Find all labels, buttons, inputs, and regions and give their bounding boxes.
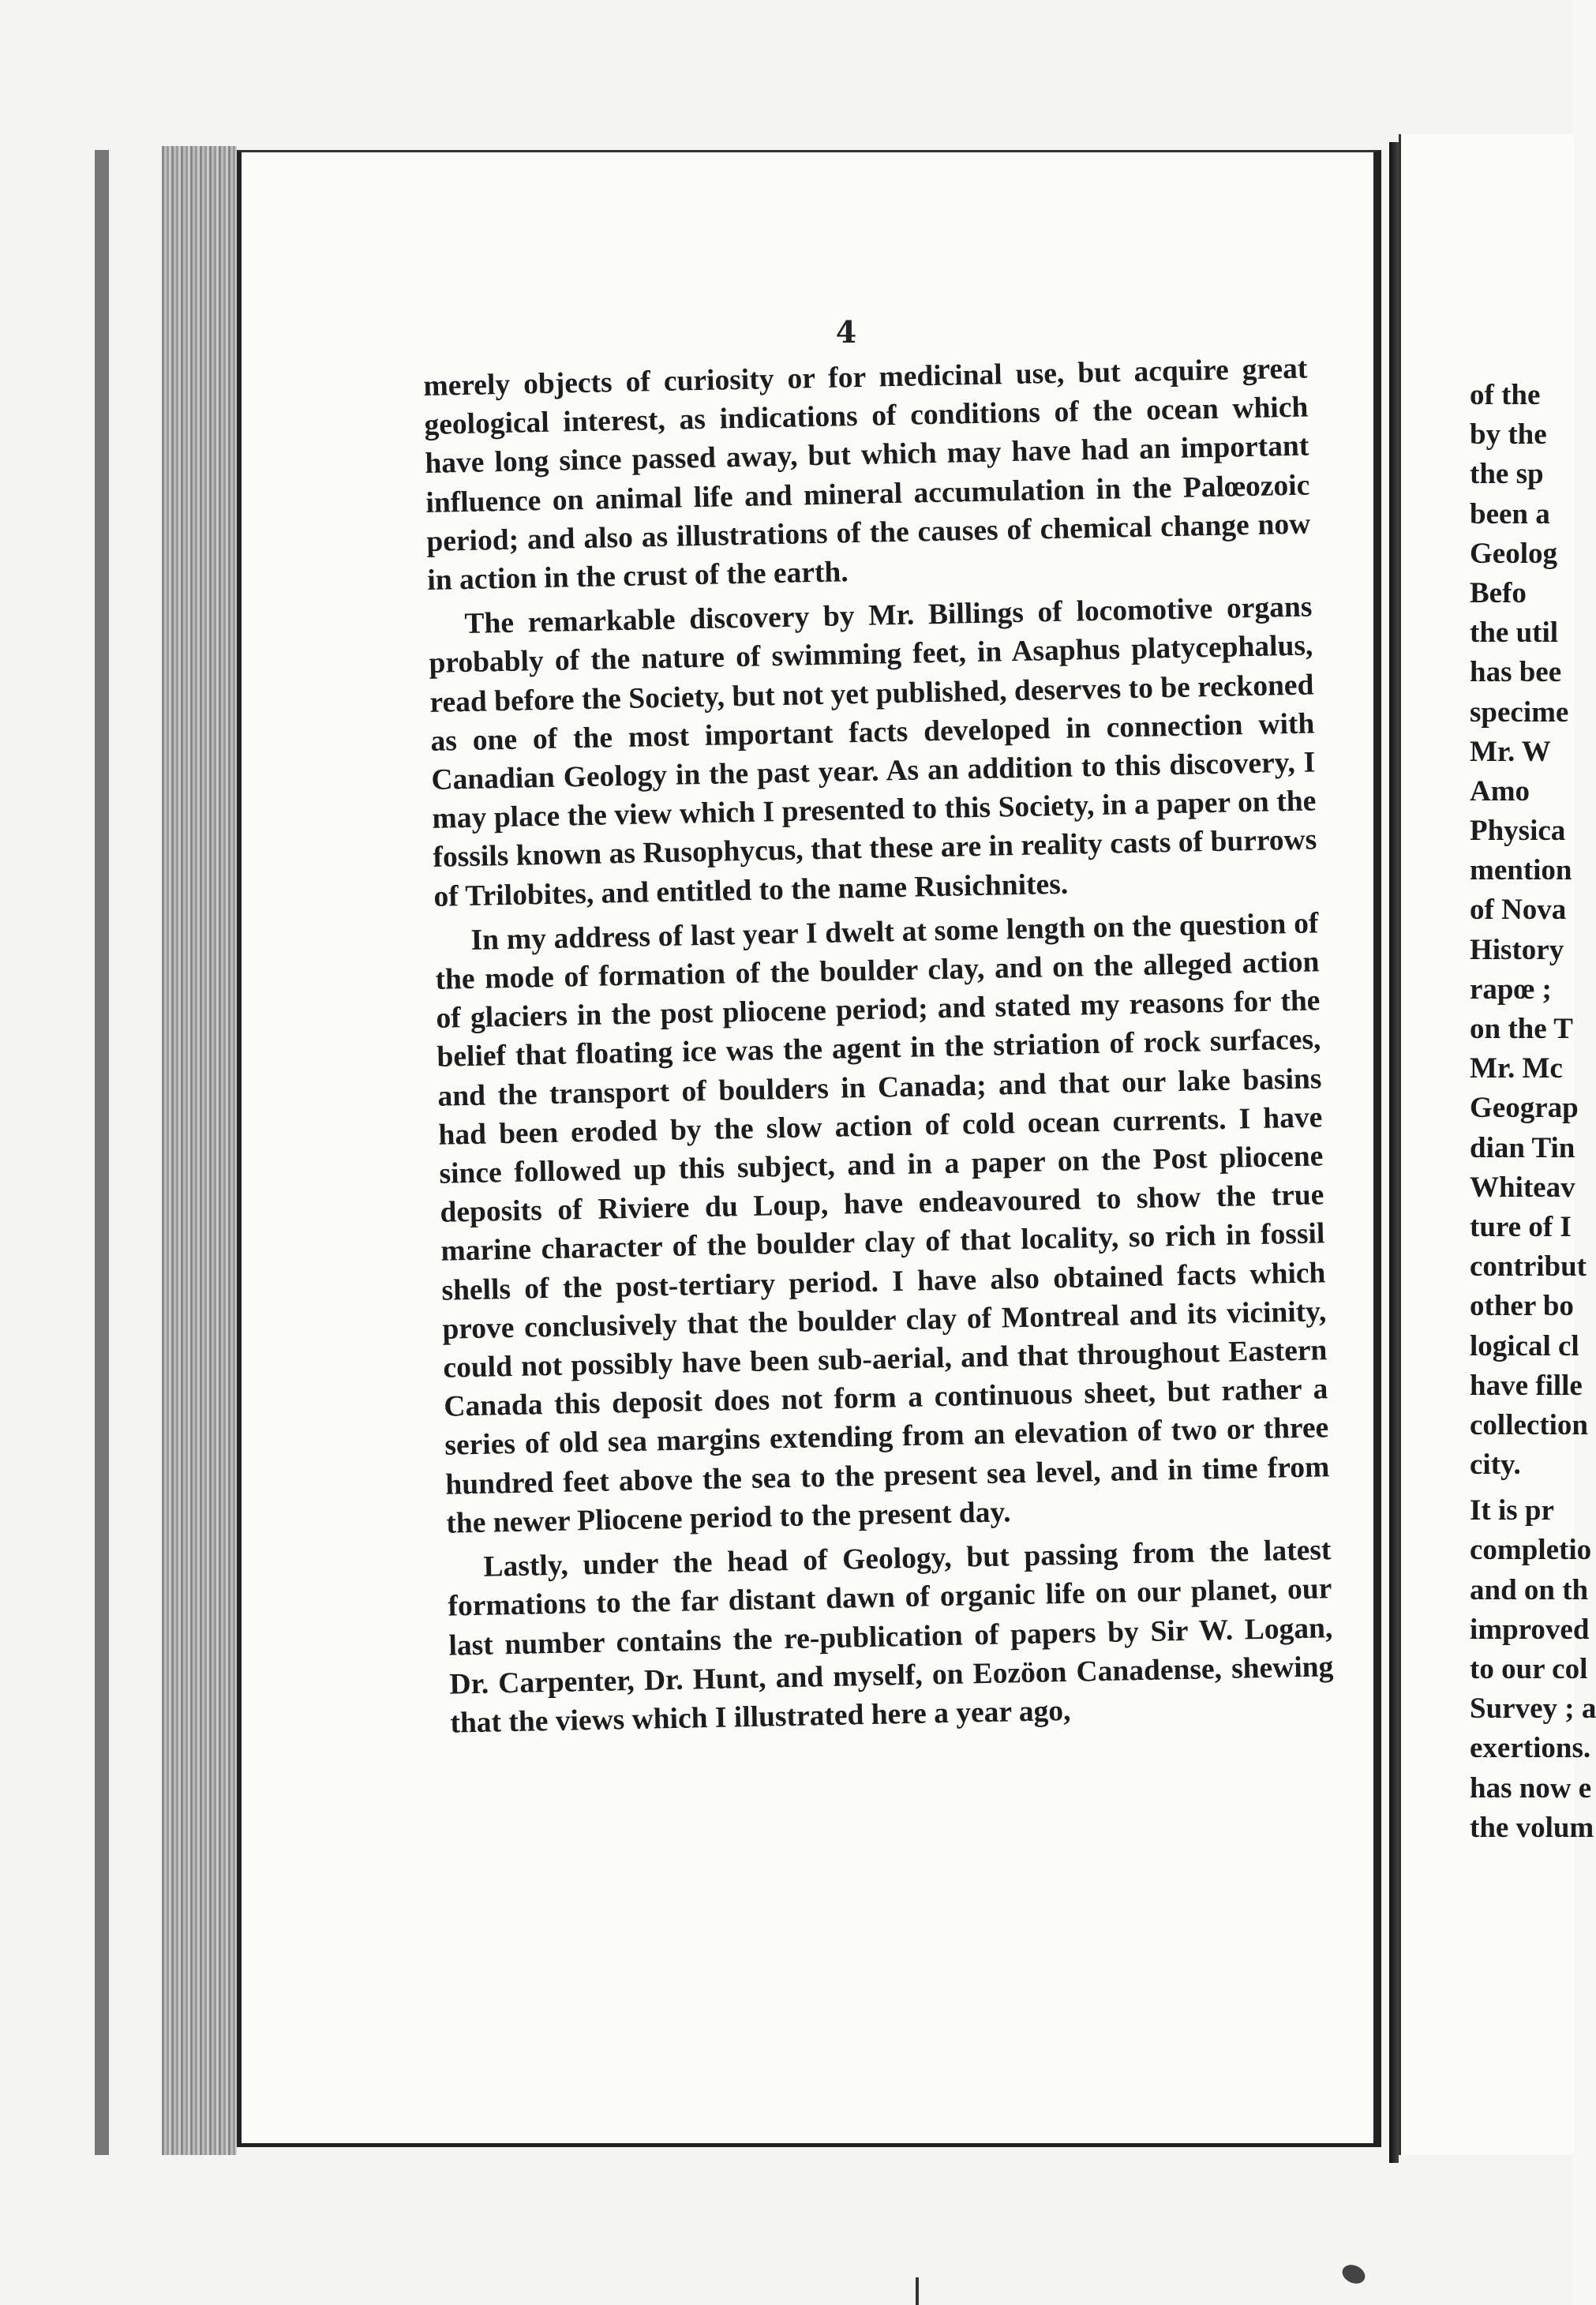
text-line: and on th [1470, 1573, 1589, 1606]
text-line: exertions. [1470, 1732, 1591, 1765]
text-line: contribut [1470, 1250, 1587, 1284]
text-line: other bo [1470, 1290, 1574, 1323]
text-line: Survey ; a [1470, 1692, 1596, 1726]
text-line: Physica [1470, 815, 1566, 848]
text-line: by the [1470, 418, 1547, 452]
text-line: mention [1470, 854, 1572, 887]
text-line: has now e [1470, 1771, 1592, 1805]
text-line: History [1470, 933, 1564, 966]
text-line: Amo [1470, 774, 1530, 808]
scan-blemish [916, 2277, 919, 2305]
paragraph: Lastly, under the head of Geology, but passing from the latest formations to the far distant dawn of organic life on our planet, our last number contains the re-publication of papers by Sir W. Logan, Dr. Carpenter, Dr. Hunt, and myself, on Eozöon Canadense, shewing that the views which I illustrated here a year ago, [448, 1534, 1334, 1740]
text-line: completio [1470, 1534, 1592, 1567]
text-line: Befo [1470, 576, 1527, 609]
text-line: Geolog [1470, 537, 1557, 570]
body-text [423, 350, 1335, 1743]
text-line: It is pr [1470, 1494, 1554, 1527]
text-line: of the [1470, 379, 1541, 411]
text-line: on the T [1470, 1013, 1573, 1045]
text-line: improved [1470, 1613, 1590, 1646]
text-line: specime [1470, 695, 1569, 729]
paragraph: The remarkable discovery by Mr. Billings of locomotive organs probably of the nature of swimming feet, in Asaphus platycephalus, read before the Society, but not yet published, deserves to be reckoned as one of the most important facts developed in connection with Canadian Geology in the past year. As an addition to this discovery, I may place the view which I presented to this Society, in a paper on the fossils known as Rusophycus, that these are in reality casts of burrows of Trilobites, and entitled to the name Rusichnites. [429, 590, 1317, 913]
text-line: have fille [1470, 1369, 1583, 1402]
text-line: collection [1470, 1408, 1589, 1441]
text-line: ture of I [1470, 1210, 1572, 1243]
text-line: of Nova [1470, 894, 1567, 927]
text-line: logical cl [1470, 1329, 1579, 1362]
paragraph-gap [1470, 1485, 1572, 1491]
text-line: the volum [1470, 1811, 1594, 1844]
right-page-text [1470, 376, 1596, 1848]
text-line: the sp [1470, 458, 1544, 491]
text-line: Mr. Mc [1470, 1052, 1563, 1085]
paragraph: In my address of last year I dwelt at some length on the question of the mode of formation of the boulder clay, and on the alleged action of glaciers in the post pliocene period; and stated my reasons for the belief that floating ice was the agent in the striation of rock surfaces, and the transport of boulders in Canada; and that our lake basins had been eroded by the slow action of cold ocean currents. I have since followed up this subject, and in a paper on the Post pliocene deposits of Riviere du Loup, have endeavoured to show the true marine character of the boulder clay of that locality, so rich in fossil shells of the post-tertiary period. I have also obtained facts which prove conclusively that the boulder clay of Montreal and its vicinity, could not possibly have been sub-aerial, and that throughout Eastern Canada this deposit does not form a continuous sheet, but rather a series of old sea margins extending from an elevation of two or three hundred feet above the sea to the present sea level, and in time from the newer Pliocene period to the present day. [435, 907, 1330, 1540]
book-spine [1389, 142, 1399, 2163]
text-line: Whiteav [1470, 1171, 1575, 1204]
text-line: has bee [1470, 656, 1562, 689]
text-line: the util [1470, 617, 1559, 650]
book-cover-edge [95, 150, 109, 2155]
page-number: 4 [835, 314, 857, 350]
text-line: dian Tin [1470, 1131, 1575, 1164]
text-line: city. [1470, 1449, 1521, 1482]
text-line: Mr. W [1470, 735, 1551, 768]
text-line: to our col [1470, 1653, 1588, 1685]
text-line: been a [1470, 497, 1550, 530]
paragraph: merely objects of curiosity or for medicinal use, but acquire great geological interest, as indications of conditions of the ocean which have long since passed away, but which may have had an important influence on animal life and mineral accumulation in the Palœozoic period; and also as illustrations of the causes of chemical change now in action in the crust of the earth. [423, 352, 1311, 597]
page-stack-edges [162, 146, 237, 2155]
text-line: Geograp [1470, 1092, 1579, 1125]
text-line: rapœ ; [1470, 973, 1552, 1006]
